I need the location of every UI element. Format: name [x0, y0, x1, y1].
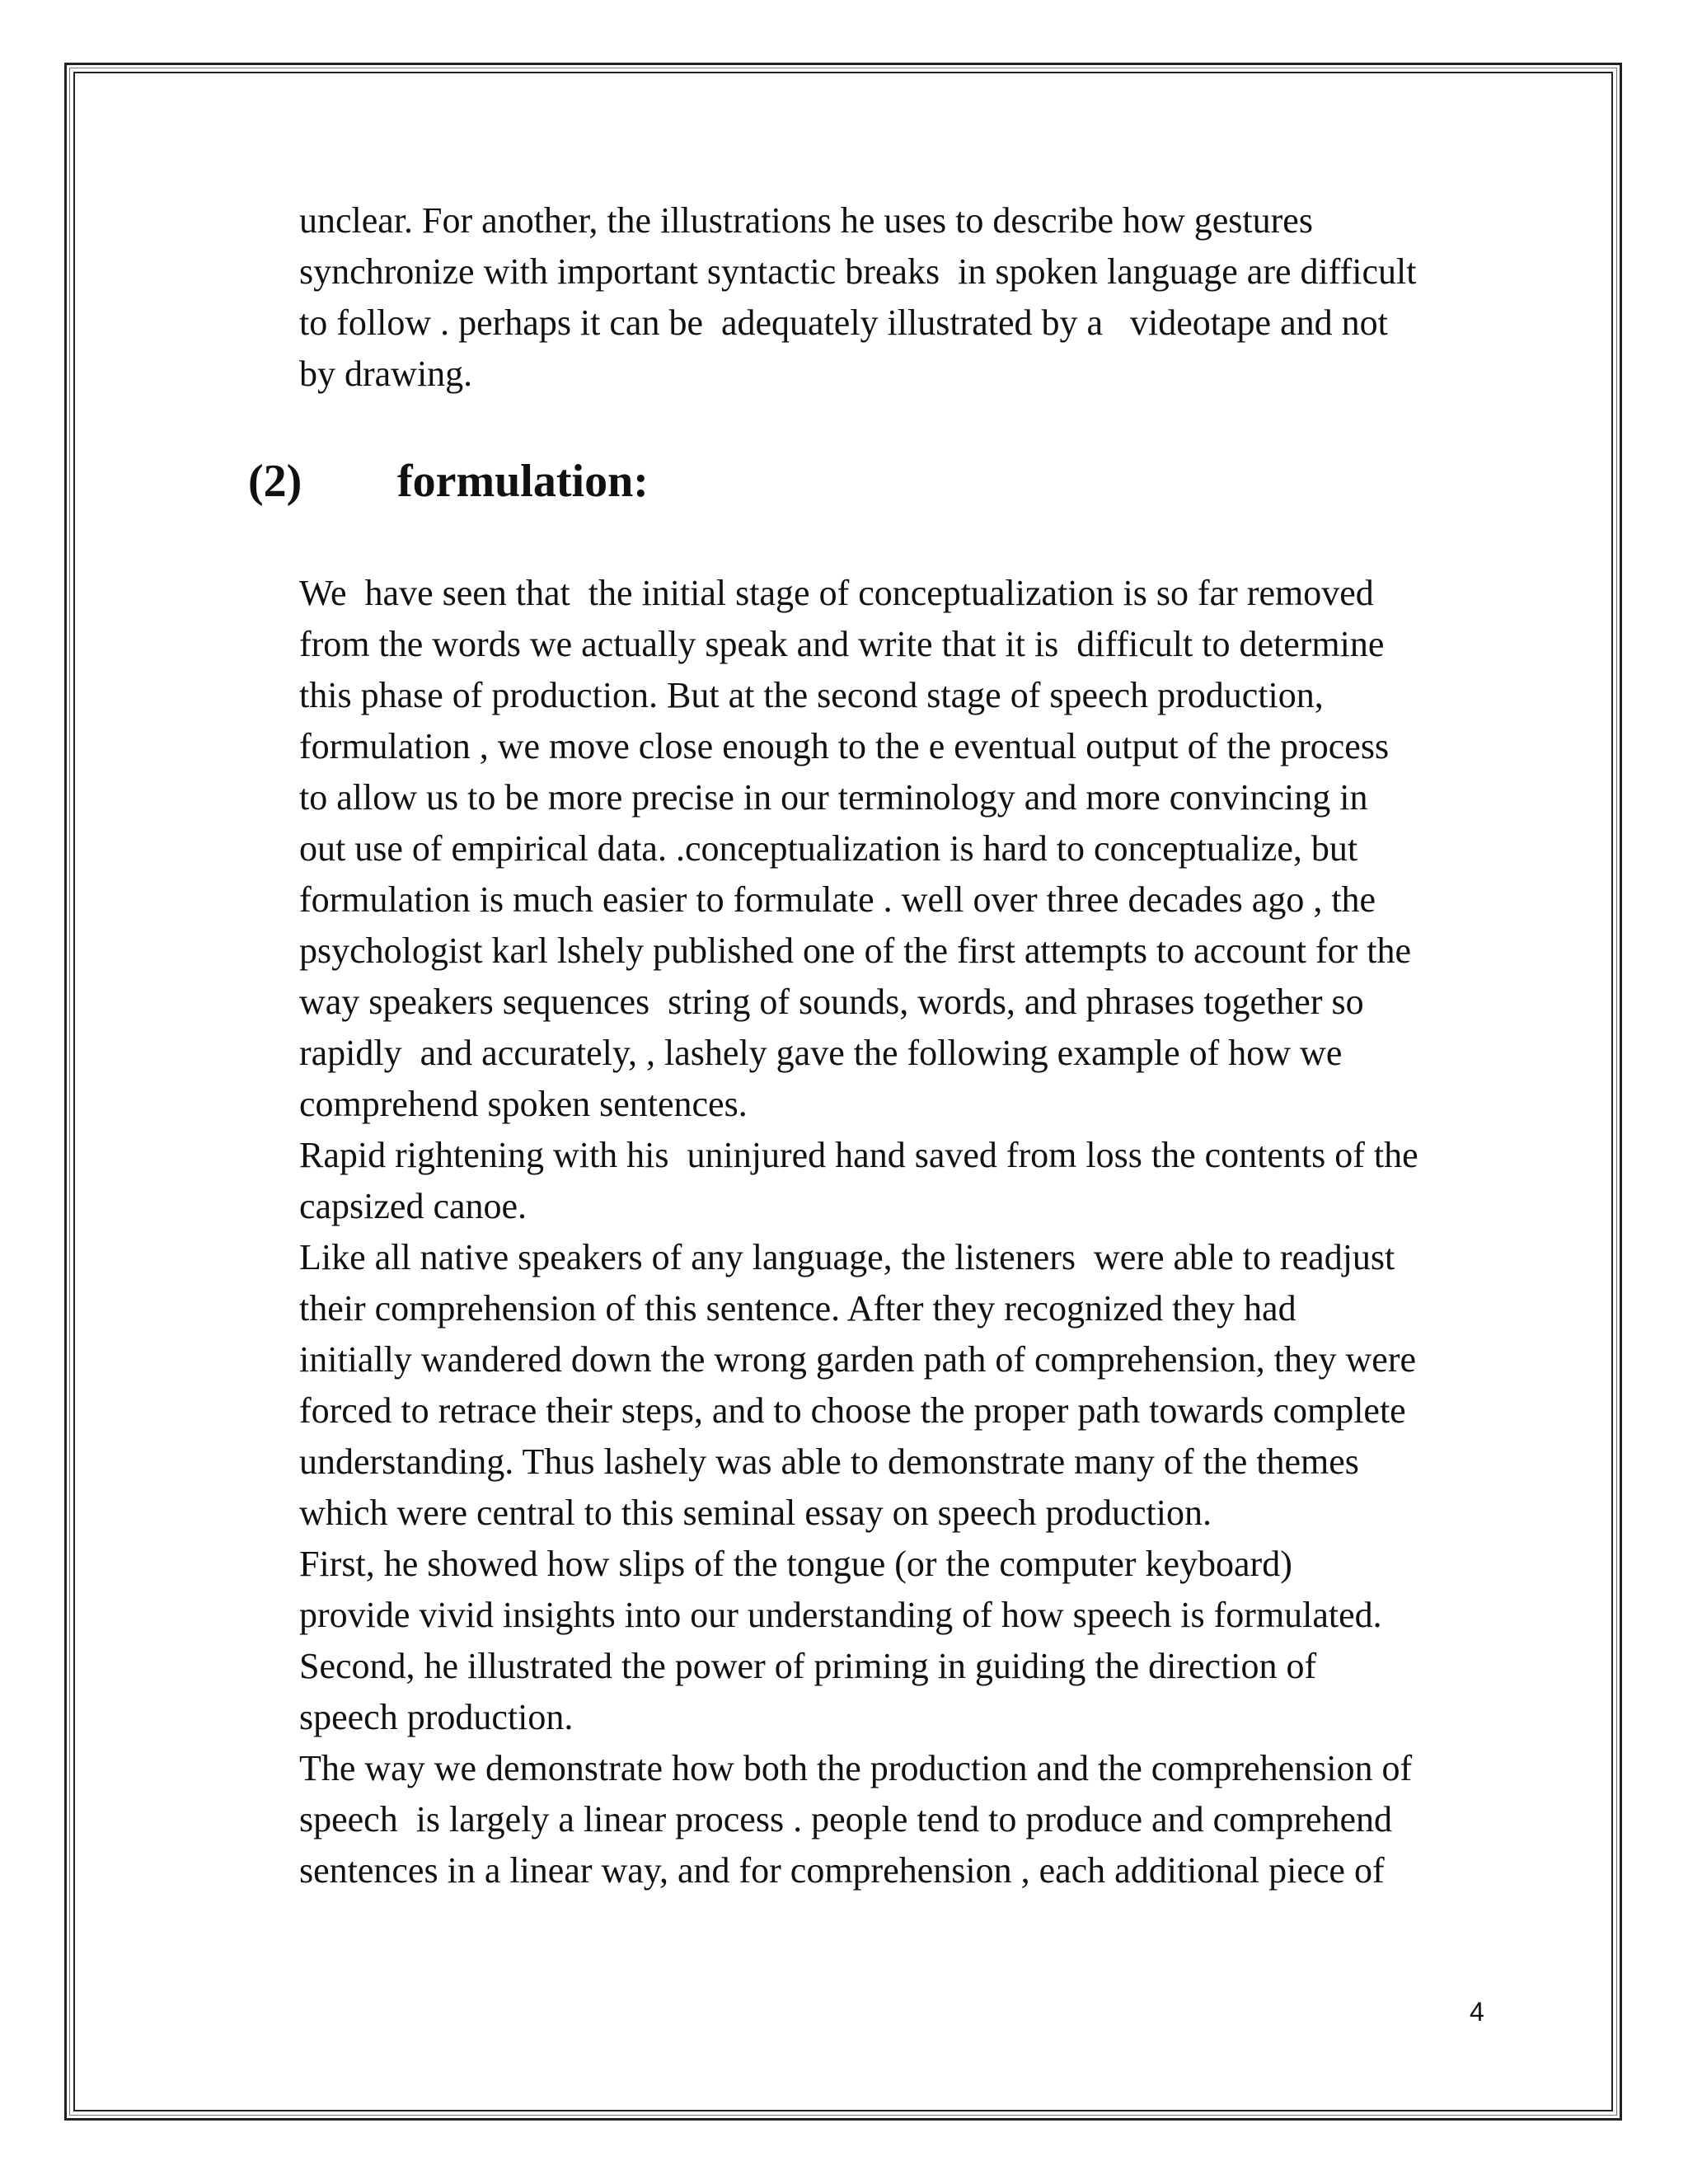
- body-line: provide vivid insights into our understanding of how speech is formulated.: [299, 1595, 1382, 1635]
- body-line: forced to retrace their steps, and to choose the proper path towards complete: [299, 1390, 1406, 1431]
- intro-line: to follow . perhaps it can be adequately illustrated by a videotape and not: [299, 302, 1388, 343]
- intro-line: synchronize with important syntactic breaks in spoken language are difficult: [299, 251, 1417, 292]
- body-line: understanding. Thus lashely was able to demonstrate many of the themes: [299, 1441, 1359, 1482]
- page-number: 4: [1470, 1997, 1484, 2027]
- body-line: way speakers sequences string of sounds, words, and phrases together so: [299, 982, 1364, 1022]
- body-line: comprehend spoken sentences.: [299, 1084, 748, 1124]
- body-line: which were central to this seminal essay on speech production.: [299, 1493, 1212, 1533]
- body-line: to allow us to be more precise in our terminology and more convincing in: [299, 777, 1368, 818]
- body-line: this phase of production. But at the second stage of speech production,: [299, 675, 1324, 715]
- body-line: speech production.: [299, 1697, 574, 1737]
- body-line: initially wandered down the wrong garden path of comprehension, they were: [299, 1339, 1417, 1380]
- body-line: speech is largely a linear process . people tend to produce and comprehend: [299, 1799, 1393, 1840]
- body-line: formulation is much easier to formulate . well over three decades ago , the: [299, 879, 1376, 920]
- body-line: Rapid rightening with his uninjured hand saved from loss the contents of the: [299, 1135, 1418, 1175]
- body-line: Second, he illustrated the power of priming in guiding the direction of: [299, 1646, 1317, 1686]
- body-line: their comprehension of this sentence. After they recognized they had: [299, 1288, 1296, 1329]
- intro-line: by drawing.: [299, 354, 473, 394]
- section-title: formulation:: [397, 456, 649, 507]
- body-line: out use of empirical data. .conceptualization is hard to conceptualize, but: [299, 828, 1358, 869]
- body-line: rapidly and accurately, , lashely gave the following example of how we: [299, 1033, 1343, 1073]
- body-line: psychologist karl lshely published one of the first attempts to account for the: [299, 930, 1412, 971]
- body-line: The way we demonstrate how both the production and the comprehension of: [299, 1748, 1413, 1788]
- body-line: Like all native speakers of any language, the listeners were able to readjust: [299, 1237, 1395, 1277]
- section-number: (2): [248, 456, 302, 507]
- body-line: We have seen that the initial stage of conceptualization is so far removed: [299, 573, 1374, 613]
- body-line: from the words we actually speak and write that it is difficult to determine: [299, 624, 1385, 664]
- intro-line: unclear. For another, the illustrations he uses to describe how gestures: [299, 200, 1313, 241]
- body-line: sentences in a linear way, and for comprehension , each additional piece of: [299, 1850, 1385, 1891]
- body-line: capsized canoe.: [299, 1186, 528, 1226]
- body-line: formulation , we move close enough to the e eventual output of the process: [299, 726, 1390, 766]
- body-line: First, he showed how slips of the tongue (or the computer keyboard): [299, 1544, 1292, 1584]
